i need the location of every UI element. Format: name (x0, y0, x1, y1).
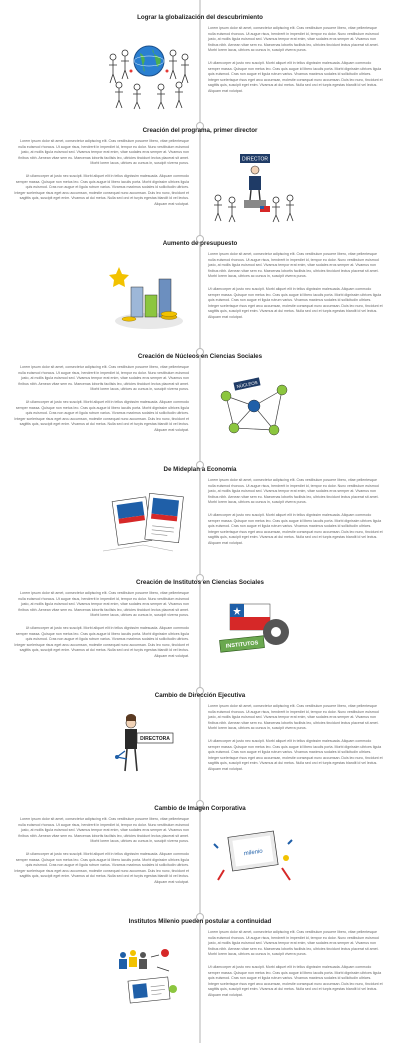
section-text (208, 478, 383, 554)
timeline-section (0, 691, 400, 804)
document-icon (128, 977, 170, 1003)
section-text (208, 26, 383, 102)
illustration-corporate-image (204, 818, 304, 902)
section-paragraph: Ut ullamcorper at justo nec suscipit. Morbi aliquet elit in tellus dignissim malesuada. Aliquam commodo semper massa. Quisque non metus leo. Cras quis augue id libero iaculis porta. Morbi dignissim ultrices ligula quis euismod. Cras non augue et ligula rutrum varius. Vivamus maximus sodales id sollicitudin ultrices. Integer scelerisque risus eget arcu accumsan, molestie consequat nunc accumsan. Duis leo nunc, tincidunt et sagittis quis, suscipit eget enim. Vivamus at dui metus. Nulla sed orci et turpis egestas blandit id vel lectus. Aliquam erat volutpat. (208, 286, 383, 319)
person-icon (109, 54, 117, 83)
timeline-section (0, 239, 400, 352)
section-title: Cambio de Imagen Corporativa (154, 805, 246, 812)
timeline-section (0, 917, 400, 1030)
timeline-section (0, 352, 400, 465)
gear-icon (263, 619, 289, 645)
section-paragraph: Lorem ipsum dolor sit amet, consectetur adipiscing elit. Cras vestibulum posuere libero, vitae pellentesque nulla euismod rhoncus. Ut augue risus, hendrerit in imperdiet id, tempor eu dolor. Nunc vestibulum euismod justo, at mollis ligula euismod sed. Vivamus tempor erat enim, vitae sodales eros semper at. Vivamus non finibus nibh. Aenean vitae sem eu. Maecenas lobortis facilisis leo, ultricies tincidunt lectus placerat sit amet. Morbi lorem lacus, ultrices ac cursus in, suscipit viverra purus. (18, 817, 189, 844)
illustration-ministry-documents (99, 479, 199, 563)
people-icon (119, 950, 147, 969)
badge-icon (161, 949, 169, 957)
star-icon (109, 267, 129, 287)
section-paragraph: Ut ullamcorper at justo nec suscipit. Morbi aliquet elit in tellus dignissim malesuada. Aliquam commodo semper massa. Quisque non metus leo. Cras quis augue id libero iaculis porta. Morbi dignissim ultrices ligula quis euismod. Cras non augue et ligula rutrum varius. Vivamus maximus sodales id sollicitudin ultrices. Integer scelerisque risus eget arcu accumsan, molestie consequat nunc accumsan. Duis leo nunc, tincidunt et sagittis quis, suscipit eget enim. Vivamus at dui metus. Nulla sed orci et turpis egestas blandit id vel lectus. Aliquam erat volutpat. (208, 512, 383, 545)
section-paragraph: Ut ullamcorper at justo nec suscipit. Morbi aliquet elit in tellus dignissim malesuada. Aliquam commodo semper massa. Quisque non metus leo. Cras quis augue id libero iaculis porta. Morbi dignissim ultrices ligula quis euismod. Cras non augue et ligula rutrum varius. Vivamus maximus sodales id sollicitudin ultrices. Integer scelerisque risus eget arcu accumsan, molestie consequat nunc accumsan. Duis leo nunc, tincidunt et sagittis quis, suscipit eget enim. Vivamus at dui metus. Nulla sed orci et turpis egestas blandit id vel lectus. Aliquam erat volutpat. (14, 851, 189, 884)
section-paragraph: Lorem ipsum dolor sit amet, consectetur adipiscing elit. Cras vestibulum posuere libero, vitae pellentesque nulla euismod rhoncus. Ut augue risus, hendrerit in imperdiet id, tempor eu dolor. Nunc vestibulum euismod justo, at mollis ligula euismod sed. Vivamus tempor erat enim, vitae sodales eros semper at. Vivamus non finibus nibh. Aenean vitae sem eu. Maecenas lobortis facilisis leo, ultricies tincidunt lectus placerat sit amet. Morbi lorem lacus, ultrices ac cursus in, suscipit viverra purus. (18, 139, 189, 166)
section-paragraph: Lorem ipsum dolor sit amet, consectetur adipiscing elit. Cras vestibulum posuere libero, vitae pellentesque nulla euismod rhoncus. Ut augue risus, hendrerit in imperdiet id, tempor eu dolor. Nunc vestibulum euismod justo, at mollis ligula euismod sed. Vivamus tempor erat enim, vitae sodales eros semper at. Vivamus non finibus nibh. Aenean vitae sem eu. Maecenas lobortis facilisis leo, ultricies tincidunt lectus placerat sit amet. Morbi lorem lacus, ultrices ac cursus in, suscipit viverra purus. (208, 478, 379, 505)
section-paragraph: Lorem ipsum dolor sit amet, consectetur adipiscing elit. Cras vestibulum posuere libero, vitae pellentesque nulla euismod rhoncus. Ut augue risus, hendrerit in imperdiet id, tempor eu dolor. Nunc vestibulum euismod justo, at mollis ligula euismod sed. Vivamus tempor erat enim, vitae sodales eros semper at. Vivamus non finibus nibh. Aenean vitae sem eu. Maecenas lobortis facilisis leo, ultricies tincidunt lectus placerat sit amet. Morbi lorem lacus, ultrices ac cursus in, suscipit viverra purus. (18, 365, 189, 392)
section-text (14, 591, 189, 667)
illustration-continuity (99, 931, 199, 1015)
person-icon (125, 714, 137, 771)
illustration-label: milenio (243, 848, 264, 858)
section-title: Cambio de Dirección Ejecutiva (154, 692, 246, 699)
timeline-section (0, 465, 400, 578)
section-title: Aumento de presupuesto (162, 240, 238, 247)
section-title: Institutos Milenio pueden postular a continuidad (128, 918, 272, 925)
document-icon (145, 493, 184, 542)
section-paragraph: Ut ullamcorper at justo nec suscipit. Morbi aliquet elit in tellus dignissim malesuada. Aliquam commodo semper massa. Quisque non metus leo. Cras quis augue id libero iaculis porta. Morbi dignissim ultrices ligula quis euismod. Cras non augue et ligula rutrum varius. Vivamus maximus sodales id sollicitudin ultrices. Integer scelerisque risus eget arcu accumsan, molestie consequat nunc accumsan. Duis leo nunc, tincidunt et sagittis quis, suscipit eget enim. Vivamus at dui metus. Nulla sed orci et turpis egestas blandit id vel lectus. Aliquam erat volutpat. (14, 399, 189, 432)
illustration-label: DIRECTORA (140, 736, 170, 742)
section-paragraph: Lorem ipsum dolor sit amet, consectetur adipiscing elit. Cras vestibulum posuere libero, vitae pellentesque nulla euismod rhoncus. Ut augue risus, hendrerit in imperdiet id, tempor eu dolor. Nunc vestibulum euismod justo, at mollis ligula euismod sed. Vivamus tempor erat enim, vitae sodales eros semper at. Vivamus non finibus nibh. Aenean vitae sem eu. Maecenas lobortis facilisis leo, ultricies tincidunt lectus placerat sit amet. Morbi lorem lacus, ultrices ac cursus in, suscipit viverra purus. (208, 930, 379, 957)
section-paragraph: Ut ullamcorper at justo nec suscipit. Morbi aliquet elit in tellus dignissim malesuada. Aliquam commodo semper massa. Quisque non metus leo. Cras quis augue id libero iaculis porta. Morbi dignissim ultrices ligula quis euismod. Cras non augue et ligula rutrum varius. Vivamus maximus sodales id sollicitudin ultrices. Integer scelerisque risus eget arcu accumsan, molestie consequat nunc accumsan. Duis leo nunc, tincidunt et sagittis quis, suscipit eget enim. Vivamus at dui metus. Nulla sed orci et turpis egestas blandit id vel lectus. Aliquam erat volutpat. (208, 738, 383, 771)
section-text (14, 365, 189, 441)
section-title: Lograr la globalización del descubrimiento (137, 14, 263, 21)
illustration-label: INSTITUTOS (225, 640, 259, 650)
timeline-section (0, 578, 400, 691)
timeline-section (0, 804, 400, 917)
globe-icon (134, 46, 164, 76)
illustration-network (204, 366, 304, 450)
flag-icon (230, 604, 270, 630)
person-icon (249, 166, 261, 200)
timeline-section (0, 13, 400, 126)
illustration-institutes (204, 592, 304, 676)
section-text (14, 817, 189, 893)
section-text (14, 139, 189, 215)
section-paragraph: Ut ullamcorper at justo nec suscipit. Morbi aliquet elit in tellus dignissim malesuada. Aliquam commodo semper massa. Quisque non metus leo. Cras quis augue id libero iaculis porta. Morbi dignissim ultrices ligula quis euismod. Cras non augue et ligula rutrum varius. Vivamus maximus sodales id sollicitudin ultrices. Integer scelerisque risus eget arcu accumsan, molestie consequat nunc accumsan. Duis leo nunc, tincidunt et sagittis quis, suscipit eget enim. Vivamus at dui metus. Nulla sed orci et turpis egestas blandit id vel lectus. Aliquam erat volutpat. (208, 60, 383, 93)
section-paragraph: Ut ullamcorper at justo nec suscipit. Morbi aliquet elit in tellus dignissim malesuada. Aliquam commodo semper massa. Quisque non metus leo. Cras quis augue id libero iaculis porta. Morbi dignissim ultrices ligula quis euismod. Cras non augue et ligula rutrum varius. Vivamus maximus sodales id sollicitudin ultrices. Integer scelerisque risus eget arcu accumsan, molestie consequat nunc accumsan. Duis leo nunc, tincidunt et sagittis quis, suscipit eget enim. Vivamus at dui metus. Nulla sed orci et turpis egestas blandit id vel lectus. Aliquam erat volutpat. (208, 964, 383, 997)
section-text (208, 930, 383, 1006)
illustration-budget (99, 253, 199, 337)
section-title: Creación de Núcleos en Ciencias Sociales (137, 353, 263, 360)
bar-chart-icon (131, 279, 171, 317)
section-text (208, 704, 383, 780)
section-paragraph: Lorem ipsum dolor sit amet, consectetur adipiscing elit. Cras vestibulum posuere libero, vitae pellentesque nulla euismod rhoncus. Ut augue risus, hendrerit in imperdiet id, tempor eu dolor. Nunc vestibulum euismod justo, at mollis ligula euismod sed. Vivamus tempor erat enim, vitae sodales eros semper at. Vivamus non finibus nibh. Aenean vitae sem eu. Maecenas lobortis facilisis leo, ultricies tincidunt lectus placerat sit amet. Morbi lorem lacus, ultrices ac cursus in, suscipit viverra purus. (208, 26, 379, 53)
timeline-section (0, 126, 400, 239)
section-title: Creación de Institutos en Ciencias Sociales (136, 579, 264, 586)
section-title: De Mideplan a Economía (163, 466, 237, 473)
section-paragraph: Ut ullamcorper at justo nec suscipit. Morbi aliquet elit in tellus dignissim malesuada. Aliquam commodo semper massa. Quisque non metus leo. Cras quis augue id libero iaculis porta. Morbi dignissim ultrices ligula quis euismod. Cras non augue et ligula rutrum varius. Vivamus maximus sodales id sollicitudin ultrices. Integer scelerisque risus eget arcu accumsan, molestie consequat nunc accumsan. Duis leo nunc, tincidunt et sagittis quis, suscipit eget enim. Vivamus at dui metus. Nulla sed orci et turpis egestas blandit id vel lectus. Aliquam erat volutpat. (14, 173, 189, 206)
illustration-director (204, 140, 304, 224)
illustration-globe-crowd (99, 27, 199, 111)
section-paragraph: Lorem ipsum dolor sit amet, consectetur adipiscing elit. Cras vestibulum posuere libero, vitae pellentesque nulla euismod rhoncus. Ut augue risus, hendrerit in imperdiet id, tempor eu dolor. Nunc vestibulum euismod justo, at mollis ligula euismod sed. Vivamus tempor erat enim, vitae sodales eros semper at. Vivamus non finibus nibh. Aenean vitae sem eu. Maecenas lobortis facilisis leo, ultricies tincidunt lectus placerat sit amet. Morbi lorem lacus, ultrices ac cursus in, suscipit viverra purus. (208, 252, 379, 279)
section-paragraph: Lorem ipsum dolor sit amet, consectetur adipiscing elit. Cras vestibulum posuere libero, vitae pellentesque nulla euismod rhoncus. Ut augue risus, hendrerit in imperdiet id, tempor eu dolor. Nunc vestibulum euismod justo, at mollis ligula euismod sed. Vivamus tempor erat enim, vitae sodales eros semper at. Vivamus non finibus nibh. Aenean vitae sem eu. Maecenas lobortis facilisis leo, ultricies tincidunt lectus placerat sit amet. Morbi lorem lacus, ultrices ac cursus in, suscipit viverra purus. (18, 591, 189, 618)
illustration-directora (99, 705, 199, 789)
section-paragraph: Lorem ipsum dolor sit amet, consectetur adipiscing elit. Cras vestibulum posuere libero, vitae pellentesque nulla euismod rhoncus. Ut augue risus, hendrerit in imperdiet id, tempor eu dolor. Nunc vestibulum euismod justo, at mollis ligula euismod sed. Vivamus tempor erat enim, vitae sodales eros semper at. Vivamus non finibus nibh. Aenean vitae sem eu. Maecenas lobortis facilisis leo, ultricies tincidunt lectus placerat sit amet. Morbi lorem lacus, ultrices ac cursus in, suscipit viverra purus. (208, 704, 379, 731)
section-title: Creación del programa, primer director (142, 127, 258, 134)
section-paragraph: Ut ullamcorper at justo nec suscipit. Morbi aliquet elit in tellus dignissim malesuada. Aliquam commodo semper massa. Quisque non metus leo. Cras quis augue id libero iaculis porta. Morbi dignissim ultrices ligula quis euismod. Cras non augue et ligula rutrum varius. Vivamus maximus sodales id sollicitudin ultrices. Integer scelerisque risus eget arcu accumsan, molestie consequat nunc accumsan. Duis leo nunc, tincidunt et sagittis quis, suscipit eget enim. Vivamus at dui metus. Nulla sed orci et turpis egestas blandit id vel lectus. Aliquam erat volutpat. (14, 625, 189, 658)
illustration-label: NÚCLEOS (236, 379, 259, 390)
illustration-label: DIRECTOR (241, 156, 269, 163)
section-text (208, 252, 383, 328)
